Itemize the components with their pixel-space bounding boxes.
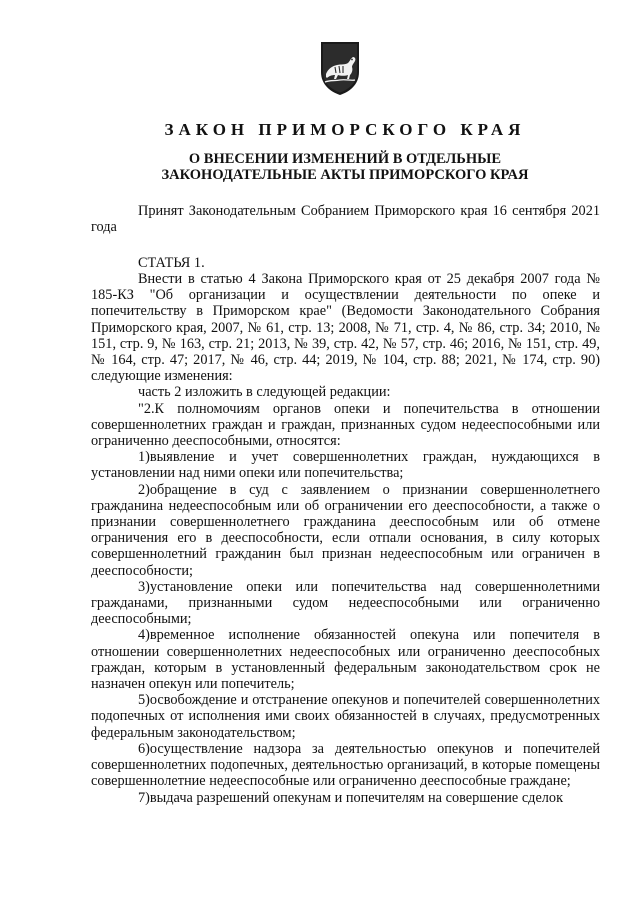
list-item: 7)выдача разрешений опекунам и попечителям на совершение сделок [138,789,564,806]
law-title-line-1: О ВНЕСЕНИИ ИЗМЕНЕНИЙ В ОТДЕЛЬНЫЕ [188,151,502,167]
paragraph: часть 2 изложить в следующей редакции: [138,384,391,401]
law-title-line-2: ЗАКОНОДАТЕЛЬНЫЕ АКТЫ ПРИМОРСКОГО КРАЯ [161,167,529,183]
list-item: 3)установление опеки или попечительства над совершеннолетними гражданами, признанными судом недееспособными или ограниченно дееспособными; [91,578,600,628]
adoption-statement: Принят Законодательным Собранием Приморского края 16 сентября 2021 года [91,203,600,236]
article-heading: СТАТЬЯ 1. [138,255,205,271]
list-item: 5)освобождение и отстранение опекунов и попечителей совершеннолетних подопечных от исполнения ими своих обязанностей в случаях, предусмотренных федеральным законодательством; [91,692,600,741]
article-body [91,271,600,806]
list-item: 6)осуществление надзора за деятельностью опекунов и попечителей совершеннолетних подопечных, деятельностью организаций, в которые помещены совершеннолетние недееспособные или ограниченно дееспособные граждане; [91,740,600,790]
list-item: 1)выявление и учет совершеннолетних граждан, нуждающихся в установлении над ними опеки или попечительства; [91,449,600,482]
coat-of-arms-icon [318,38,362,96]
law-header: ЗАКОН ПРИМОРСКОГО КРАЯ [164,120,526,139]
list-item: 4)временное исполнение обязанностей опекуна или попечителя в отношении совершеннолетних недееспособных или ограниченно дееспособных граждан, которым в установленный федеральным законодательством срок не назначен опекун или попечитель; [91,627,600,693]
paragraph: "2.К полномочиям органов опеки и попечительства в отношении совершеннолетних граждан и граждан, признанных судом недееспособными или ограниченно дееспособными, относятся: [91,400,600,450]
paragraph: Внести в статью 4 Закона Приморского края от 25 декабря 2007 года № 185-КЗ "Об организации и осуществлении деятельности по опеке и попечительству в Приморском крае" (Ведомости Законодательного Собрания Приморского края, 2007, № 61, стр. 13; 2008, № 71, стр. 4, № 86, стр. 34; 2010, № 151, стр. 9, № 163, стр. 21; 2013, № 39, стр. 42, № 57, стр. 46; 2016, № 151, стр. 49, № 164, стр. 47; 2017, № 46, стр. 44; 2019, № 104, стр. 88; 2021, № 174, стр. 90) следующие изменения: [91,271,600,385]
list-item: 2)обращение в суд с заявлением о признании совершеннолетнего гражданина недееспособным или об ограничении его дееспособности, а также о признании совершеннолетнего гражданина дееспособным или об отмене ограничения его в дееспособности, если отпали основания, в силу которых совершеннолетний гражданин был признан недееспособным или ограничен в дееспособности; [91,481,600,579]
